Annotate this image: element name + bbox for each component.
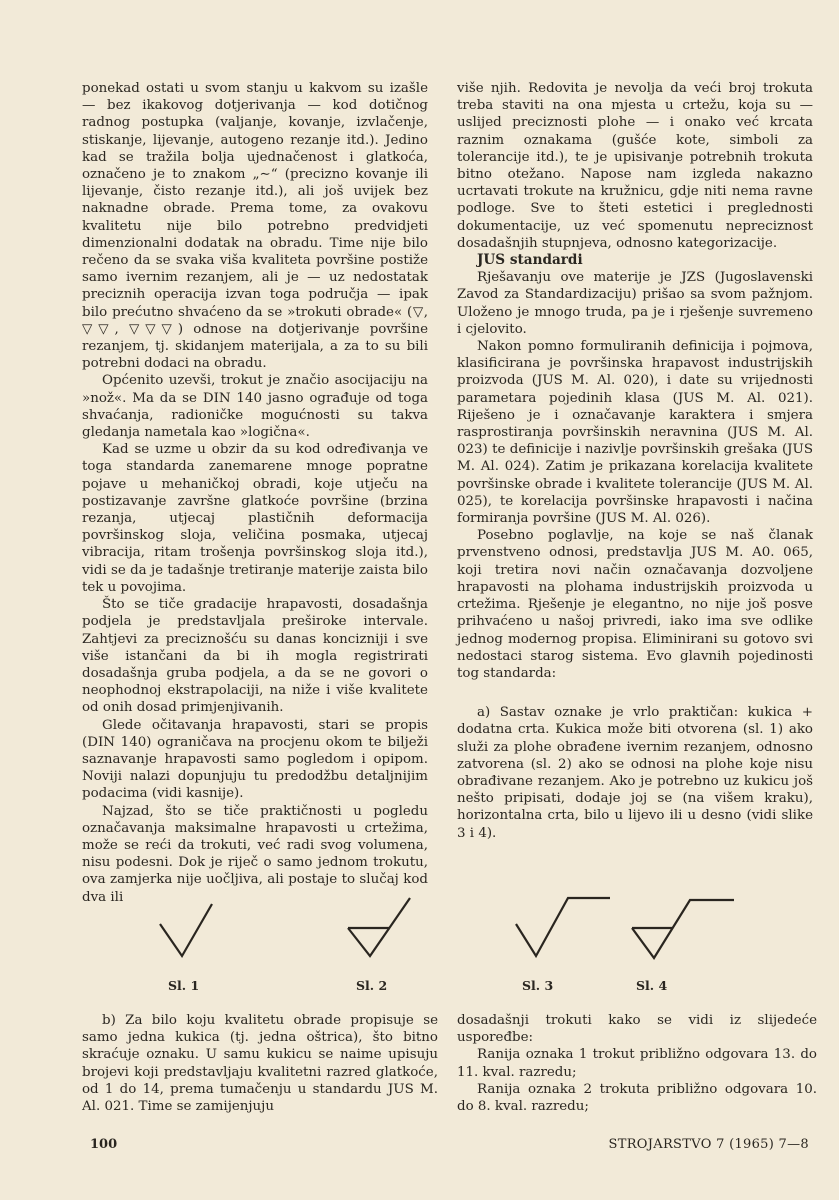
paragraph: Rješavanju ove materije je JZS (Jugoslavenski Zavod za Standardizaciju) prišao sa svom pažnjom. Uloženo je mnogo truda, pa je i rješenje suvremeno i cjelovito.	[457, 270, 813, 337]
paragraph: Što se tiče gradacije hrapavosti, dosadašnja podjela je predstavljala preširoke intervale. Zahtjevi za preciznošću su danas koncizniji i sve više istančani da bi ih mogla registrirati dosadašnja gruba podjela, a da se ne govori o neophodnoj ekstrapolaciji, na niže i više kvalitete od onih dosad primjenjivanih.	[82, 597, 428, 716]
paragraph: Kad se uzme u obzir da su kod određivanja ve toga standarda zanemarene mnoge popratne pojave u mehaničkoj obradi, koje utječu na postizavanje završne glatkoće površine (brzina rezanja, utjecaj plastičnih deformacija površinskog sloja, veličina posmaka, utjecaj vibracija, ritam trošenja površinskog sloja itd.), vidi se da je tadašnje tretiranje materije zaista bilo tek u povojima.	[82, 442, 428, 595]
bottom-left-text-column	[82, 1012, 438, 1115]
paragraph: Najzad, što se tiče praktičnosti u pogledu označavanja maksimalne hrapavosti u crtežima, može se reći da trokuti, već radi svog volumena, nisu podesni. Dok je riječ o samo jednom trokutu, ova zamjerka nije uočljiva, ali postaje to slučaj kod dva ili	[82, 803, 428, 905]
paragraph: više njih. Redovita je nevolja da veći broj trokuta treba staviti na ona mjesta u crtežu, koja su — uslijed preciznosti plohe — i onako već krcata raznim oznakama (gušće kote, simboli za tolerancije itd.), te je upisivanje potrebnih trokuta bitno otežano. Napose nam izgleda nakazno ucrtavati trokute na kružnicu, gdje niti nema ravne podloge. Sve to šteti estetici i preglednosti dokumentacije, uz već spomenutu nepreciznost dosadašnjih stupnjeva, odnosno kategorizacije.	[457, 81, 813, 251]
bottom-right-text-column	[457, 1012, 817, 1115]
paragraph: a) Sastav oznake je vrlo praktičan: kukica + dodatna crta. Kukica može biti otvorena (sl. 1) ako služi za plohe obrađene ivernim rezanjem, odnosno zatvorena (sl. 2) ako se odnosi na plohe koje nisu obrađivane rezanjem. Ako je potrebno uz kukicu još nešto pripisati, dodaje joj se (na višem kraku), horizontalna crta, bilo u lijevo ili u desno (vidi slike 3 i 4).	[457, 705, 813, 841]
paragraph: Nakon pomno formuliranih definicija i pojmova, klasificirana je površinska hrapavost industrijskih proizvoda (JUS M. Al. 020), i date su vrijednosti parametara pojedinih klasa (JUS M. Al. 021). Riješeno je i označavanje karaktera i smjera rasprostiranja površinskih neravnina (JUS M. Al. 023) te definicije i nazivlje površinskih grešaka (JUS M. Al. 024). Zatim je prikazana korelacija kvalitete površinske obrade i kvalitete tolerancije (JUS M. Al. 025), te korelacija površinske hrapavosti i načina formiranja površine (JUS M. Al. 026).	[457, 339, 813, 527]
figure-1-open-mark-icon	[156, 900, 216, 962]
page-number: 100	[90, 1137, 118, 1152]
journal-footer: STROJARSTVO 7 (1965) 7—8	[608, 1137, 809, 1152]
paragraph: Ranija oznaka 1 trokut približno odgovara 13. do 11. kval. razredu;	[457, 1047, 817, 1080]
figure-row	[140, 888, 740, 998]
figure-2-closed-mark-icon	[344, 894, 414, 962]
paragraph: ponekad ostati u svom stanju u kakvom su izašle — bez ikakovog dotjerivanja — kod dotičnog radnog postupka (valjanje, kovanje, izvlačenje, stiskanje, lijevanje, autogeno rezanje itd.). Jedino kad se tražila bolja ujednačenost i glatkoća, označeno je to znakom „∼“ (precizno kovanje ili lijevanje, čisto rezanje itd.), ali još uvijek bez naknadne obrade. Prema tome, za ovakovu kvalitetu nije bilo potrebno predvidjeti dimenzionalni dodatak na obradu. Time nije bilo rečeno da se svaka viša kvaliteta površine postiže samo ivernim rezanjem, ali je — uz nedostatak preciznih operacija izvan toga područja — ipak bilo prećutno shvaćeno da se »trokuti obrade« (▽, ▽▽, ▽▽▽) odnose na dotjerivanje površine rezanjem, tj. skidanjem materijala, a za to su bili potrebni dodaci na obradu.	[82, 81, 428, 372]
right-text-column	[457, 80, 813, 842]
paragraph: Ranija oznaka 2 trokuta približno odgovara 10. do 8. kval. razredu;	[457, 1081, 817, 1115]
figure-caption: Sl. 3	[522, 978, 554, 993]
figure-caption: Sl. 2	[356, 978, 388, 993]
paragraph: b) Za bilo koju kvalitetu obrade propisuje se samo jedna kukica (tj. jedna oštrica), što bitno skraćuje oznaku. U samu kukicu se naime upisuju brojevi koji predstavljaju kvalitetni razred glatkoće, od 1 do 14, prema tumačenju u standardu JUS M. Al. 021. Time se zamijenjuju	[82, 1013, 438, 1115]
figure-3-mark-with-line-icon	[512, 894, 612, 962]
paragraph: Posebno poglavlje, na koje se naš članak prvenstveno odnosi, predstavlja JUS M. A0. 065, koji tretira novi način označavanja dozvoljene hrapavosti na plohama industrijskih proizvoda u crtežima. Rješenje je elegantno, no nije još posve prihvaćeno u našoj privredi, iako ima sve odlike jednog modernog propisa. Eliminirani su gotovo svi nedostaci starog sistema. Evo glavnih pojedinosti tog standarda:	[457, 528, 813, 681]
left-text-column	[82, 80, 428, 906]
paragraph: Glede očitavanja hrapavosti, stari se propis (DIN 140) ograničava na procjenu okom te bilježi saznavanje hrapavosti samo pogledom i opipom. Noviji nalazi dopunjuju tu predodžbu detaljnijim podacima (vidi kasnije).	[82, 717, 428, 802]
paragraph: dosadašnji trokuti kako se vidi iz slijedeće uspoređbe:	[457, 1013, 817, 1046]
paragraph: Općenito uzevši, trokut je značio asocijaciju na »nož«. Ma da se DIN 140 jasno ograđuje od toga shvaćanja, radioničke mogućnosti su takva gledanja nametala kao »logična«.	[82, 373, 428, 441]
figure-caption: Sl. 1	[168, 978, 200, 993]
figure-4-closed-mark-with-line-icon	[628, 896, 738, 962]
figure-caption: Sl. 4	[636, 978, 668, 993]
section-heading: JUS standardi	[477, 252, 583, 269]
